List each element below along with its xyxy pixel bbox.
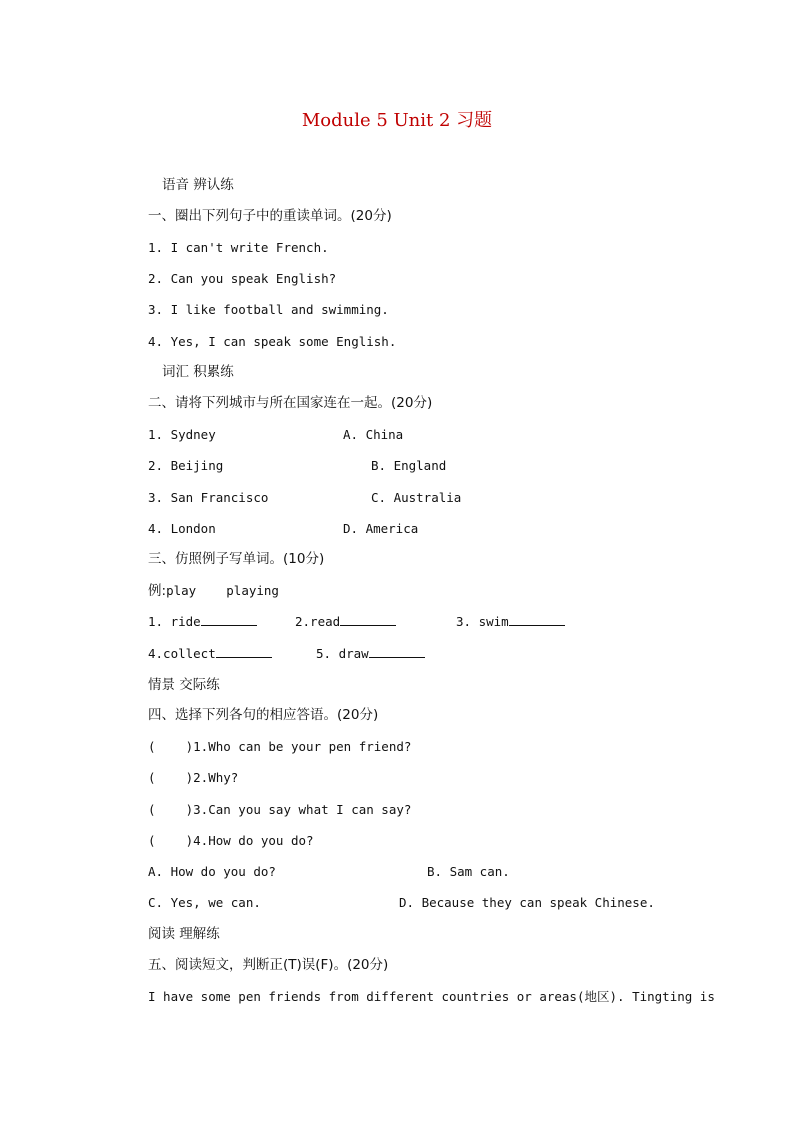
section-header-reading: 阅读 理解练 [148, 926, 220, 942]
country-item: D. America [343, 521, 419, 536]
country-item: C. Australia [371, 490, 462, 505]
answer-blank[interactable] [201, 614, 257, 626]
answer-option: C. Yes, we can. [148, 895, 261, 910]
section-header-vocabulary: 词汇 积累练 [162, 364, 234, 380]
page-title: Module 5 Unit 2 习题 [301, 110, 493, 131]
word-label: 5. draw [316, 646, 369, 661]
question-2-instruction: 二、请将下列城市与所在国家连在一起。(20分) [148, 395, 433, 411]
choice-item: ( )1.Who can be your pen friend? [148, 739, 412, 754]
question-3-instruction: 三、仿照例子写单词。(10分) [148, 551, 325, 567]
example-text: play playing [166, 583, 279, 598]
question-1-instruction: 一、圈出下列句子中的重读单词。(20分) [148, 208, 392, 224]
word-blank-item [316, 645, 425, 663]
question-5-instruction: 五、阅读短文，判断正(T)误(F)。(20分) [148, 957, 389, 973]
city-item: 2. Beijing [148, 458, 224, 473]
city-item: 1. Sydney [148, 427, 216, 442]
example-row [148, 582, 279, 600]
section-header-phonetics: 语音 辨认练 [162, 177, 234, 193]
word-label: 1. ride [148, 614, 201, 629]
choice-item: ( )3.Can you say what I can say? [148, 802, 412, 817]
choice-item: ( )2.Why? [148, 770, 239, 785]
choice-item: ( )4.How do you do? [148, 833, 314, 848]
reading-passage: I have some pen friends from different countries or areas(地区). Tingting is [148, 989, 715, 1004]
word-label: 2.read [295, 614, 341, 629]
sentence-item: 4. Yes, I can speak some English. [148, 334, 397, 349]
word-label: 3. swim [456, 614, 509, 629]
section-header-situational: 情景 交际练 [148, 677, 220, 693]
word-label: 4.collect [148, 646, 216, 661]
sentence-item: 1. I can't write French. [148, 240, 329, 255]
answer-blank[interactable] [369, 646, 425, 658]
city-item: 3. San Francisco [148, 490, 269, 505]
word-blank-item [456, 613, 565, 631]
sentence-item: 2. Can you speak English? [148, 271, 337, 286]
answer-option: A. How do you do? [148, 864, 276, 879]
question-4-instruction: 四、选择下列各句的相应答语。(20分) [148, 707, 379, 723]
answer-blank[interactable] [509, 614, 565, 626]
country-item: B. England [371, 458, 447, 473]
word-blank-item [295, 613, 396, 631]
answer-option: D. Because they can speak Chinese. [399, 895, 655, 910]
sentence-item: 3. I like football and swimming. [148, 302, 389, 317]
answer-blank[interactable] [216, 646, 272, 658]
answer-blank[interactable] [340, 614, 396, 626]
country-item: A. China [343, 427, 404, 442]
word-blank-item [148, 645, 272, 663]
word-blank-item [148, 613, 257, 631]
answer-option: B. Sam can. [427, 864, 510, 879]
example-label: 例: [148, 583, 167, 599]
city-item: 4. London [148, 521, 216, 536]
